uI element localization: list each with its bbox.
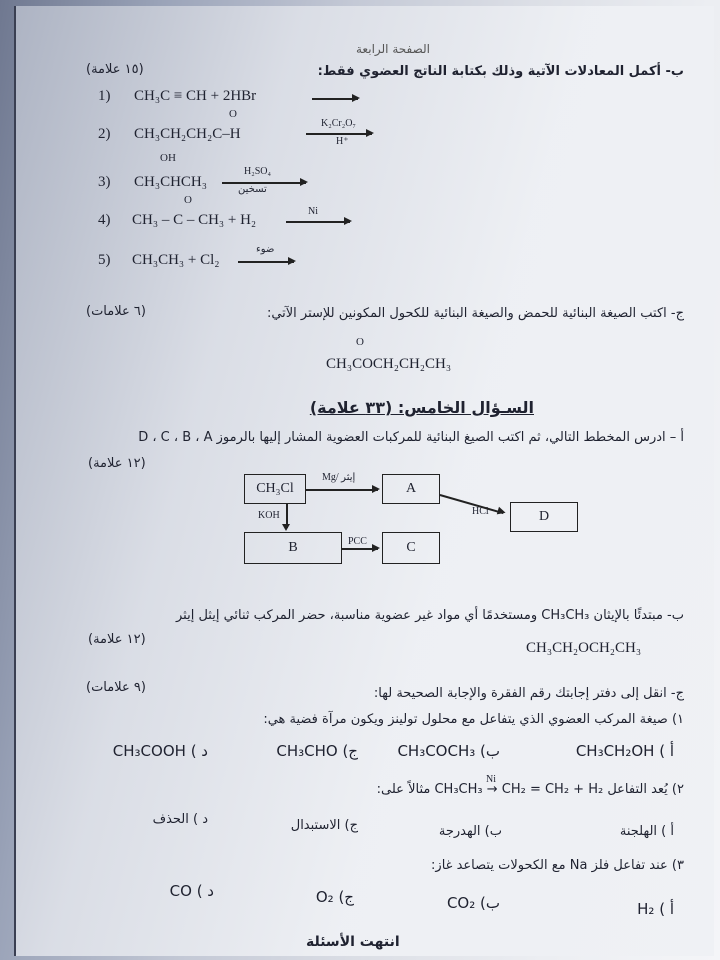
mcq2-option-d: د ) الحذف — [152, 812, 208, 827]
eq4-carbonyl-o: O — [184, 194, 192, 206]
eq2-number: 2) — [98, 126, 111, 142]
eq2-reactant: CH₃CH₂CH₂C–H — [134, 126, 241, 142]
section-c-instruction: ج- اكتب الصيغة البنائية للحمض والصيغة البنائية للكحول المكونين للإستر الآتي: — [266, 306, 684, 321]
diagram-down-arrowhead — [282, 524, 290, 531]
end-of-questions: انتهت الأسئلة — [306, 934, 400, 950]
diagram-arrow1-label: Mg/ إيثر — [322, 472, 356, 483]
mcq1-option-c: ج) CH₃CHO — [276, 742, 358, 760]
mcq3-option-a: أ ) H₂ — [637, 900, 674, 918]
q5c-marks: (٩ علامات) — [86, 680, 146, 695]
eq3-reactant: CH₃CHCH₃ — [134, 174, 207, 190]
mcq1-option-a: أ ) CH₃CH₂OH — [575, 742, 674, 760]
eq4-catalyst: Ni — [308, 206, 318, 217]
eq5-condition: ضوء — [256, 244, 275, 255]
eq2-carbonyl-o: O — [229, 108, 237, 120]
section-c-marks: (٦ علامات) — [86, 304, 146, 319]
eq2-reagent-acid: H⁺ — [336, 136, 349, 147]
mcq2-text: ٢) يُعد التفاعل CH₃CH₃ → CH₂ = CH₂ + H₂ مثالاً على: — [376, 782, 684, 797]
mcq3-option-b: ب) CO₂ — [446, 894, 500, 912]
diagram-box-a: A — [382, 474, 440, 504]
diagram-box-c: C — [382, 532, 440, 564]
q5b-target-formula: CH₃CH₂OCH₂CH₃ — [526, 640, 642, 656]
diagram-box-d: D — [510, 502, 578, 532]
eq1-number: 1) — [98, 88, 111, 104]
section-b-marks: (١٥ علامة) — [86, 62, 144, 77]
eq3-reagent: H₂SO₄ — [244, 166, 271, 177]
mcq3-option-c: ج) O₂ — [315, 888, 354, 906]
mcq1-option-d: د ) CH₃COOH — [112, 742, 208, 760]
eq3-number: 3) — [98, 174, 111, 190]
eq5-number: 5) — [98, 252, 111, 268]
mcq2-option-b: ب) الهدرجة — [438, 824, 502, 839]
diagram-box-b: B — [244, 532, 342, 564]
mcq3-text: ٣) عند تفاعل فلز Na مع الكحولات يتصاعد غاز: — [431, 858, 684, 873]
page-title: الصفحة الرابعة — [356, 42, 430, 56]
q5a-marks: (١٢ علامة) — [88, 456, 146, 471]
eq1-arrow — [312, 98, 358, 100]
mcq2-option-c: ج) الاستبدال — [290, 818, 358, 833]
ester-formula: CH₃COCH₂CH₂CH₃ — [326, 356, 452, 372]
q5-title: السـؤال الخامس: (٣٣ علامة) — [309, 398, 534, 417]
eq3-condition: تسخين — [238, 184, 267, 195]
diagram-hcl-label: HCl — [472, 506, 489, 517]
q5c-instruction: ج- انقل إلى دفتر إجابتك رقم الفقرة والإجابة الصحيحة لها: — [373, 686, 684, 701]
mcq1-text: ١) صيغة المركب العضوي الذي يتفاعل مع محلول تولينز ويكون مرآة فضية هي: — [263, 712, 684, 727]
eq4-reactants: CH₃ – C – CH₃ + H₂ — [132, 212, 257, 228]
eq2-reagent: K₂Cr₂O₇ — [321, 118, 356, 129]
diagram-arrow-to-c — [342, 548, 378, 550]
mcq3-option-d: د ) CO — [169, 882, 214, 900]
eq4-arrow — [286, 221, 350, 223]
diagram-start-box: CH₃Cl — [244, 474, 306, 504]
exam-page — [14, 6, 714, 956]
mcq2-catalyst: Ni — [486, 774, 496, 785]
q5a-instruction: أ – ادرس المخطط التالي، ثم اكتب الصيغ البنائية للمركبات العضوية المشار إليها بالرموز D ، C ، B ، A — [138, 430, 684, 445]
mcq1-option-b: ب) CH₃COCH₃ — [397, 742, 500, 760]
mcq2-option-a: أ ) الهلجنة — [619, 824, 674, 839]
q5b-instruction: ب- مبتدئًا بالإيثان CH₃CH₃ ومستخدمًا أي مواد غير عضوية مناسبة، حضر المركب ثنائي إيثل إيثر — [176, 608, 684, 623]
eq5-reactants: CH₃CH₃ + Cl₂ — [132, 252, 220, 268]
q5b-marks: (١٢ علامة) — [88, 632, 146, 647]
eq4-number: 4) — [98, 212, 111, 228]
eq5-arrow — [238, 261, 294, 263]
ester-carbonyl-o: O — [356, 336, 364, 348]
diagram-pcc-label: PCC — [348, 536, 367, 547]
eq3-hydroxyl: OH — [160, 152, 176, 164]
section-b-instruction: ب- أكمل المعادلات الآتية وذلك بكتابة الناتج العضوي فقط: — [317, 64, 684, 79]
eq2-arrow — [306, 133, 372, 135]
diagram-koh-label: KOH — [258, 510, 280, 521]
diagram-arrow-to-a — [306, 489, 378, 491]
eq1-reactants: CH₃C ≡ CH + 2HBr — [134, 88, 257, 104]
